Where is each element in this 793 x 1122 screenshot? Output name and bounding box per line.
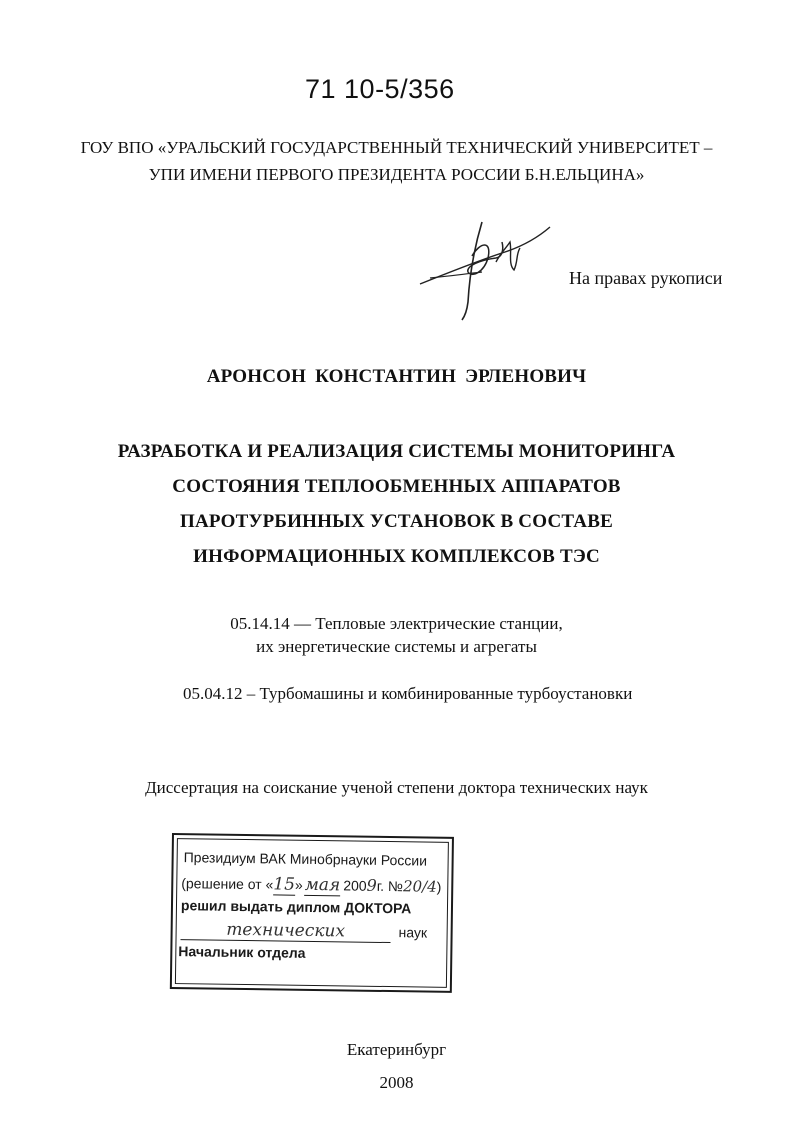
- stamp-field: технических: [181, 919, 391, 943]
- author-name: АРОНСОН КОНСТАНТИН ЭРЛЕНОВИЧ: [206, 366, 587, 387]
- stamp-year-prefix: 200: [343, 877, 367, 894]
- stamp-line-5: Начальник отдела: [178, 943, 306, 961]
- vak-stamp: [170, 833, 454, 993]
- dissertation-title: [0, 434, 793, 574]
- title-line: ИНФОРМАЦИОННЫХ КОМПЛЕКСОВ ТЭС: [193, 546, 600, 567]
- title-line: ПАРОТУРБИННЫХ УСТАНОВОК В СОСТАВЕ: [180, 511, 613, 532]
- city: Екатеринбург: [346, 1040, 447, 1059]
- stamp-field-suffix: наук: [398, 924, 428, 941]
- stamp-number: 20/4: [402, 877, 437, 896]
- organization-line-1: ГОУ ВПО «УРАЛЬСКИЙ ГОСУДАРСТВЕННЫЙ ТЕХНИЧЕСКИЙ УНИВЕРСИТЕТ –: [80, 138, 713, 157]
- stamp-field-line: [181, 919, 428, 943]
- specialty-1-line-2: их энергетические системы и агрегаты: [256, 637, 537, 656]
- stamp-year-digit: 9: [366, 875, 377, 895]
- stamp-day: 15: [273, 874, 296, 895]
- document-code: 71 10-5/356: [305, 74, 455, 104]
- stamp-month: мая: [304, 874, 341, 896]
- stamp-decision-prefix: (решение от «: [181, 875, 274, 893]
- title-line: СОСТОЯНИЯ ТЕПЛООБМЕННЫХ АППАРАТОВ: [172, 476, 621, 497]
- stamp-month-sep: »: [294, 876, 303, 893]
- stamp-line-1: Президиум ВАК Минобрнауки России: [183, 849, 428, 869]
- organization-line-2: УПИ ИМЕНИ ПЕРВОГО ПРЕЗИДЕНТА РОССИИ Б.Н.ЕЛЬЦИНА»: [148, 165, 645, 184]
- specialty-1-line-1: 05.14.14 — Тепловые электрические станции,: [230, 614, 563, 633]
- title-line: РАЗРАБОТКА И РЕАЛИЗАЦИЯ СИСТЕМЫ МОНИТОРИНГА: [117, 441, 676, 462]
- specialty-2: 05.04.12 – Турбомашины и комбинированные турбоустановки: [183, 684, 633, 703]
- signature-image: [410, 212, 570, 322]
- stamp-year-suffix: г. №: [376, 877, 404, 895]
- year: 2008: [379, 1073, 414, 1092]
- rights-note: На правах рукописи: [569, 268, 723, 288]
- stamp-line-3: решил выдать диплом ДОКТОРА: [180, 897, 412, 917]
- stamp-close: ): [436, 878, 442, 895]
- dissertation-note: Диссертация на соискание ученой степени доктора технических наук: [145, 778, 648, 797]
- stamp-decision-line: [181, 873, 441, 898]
